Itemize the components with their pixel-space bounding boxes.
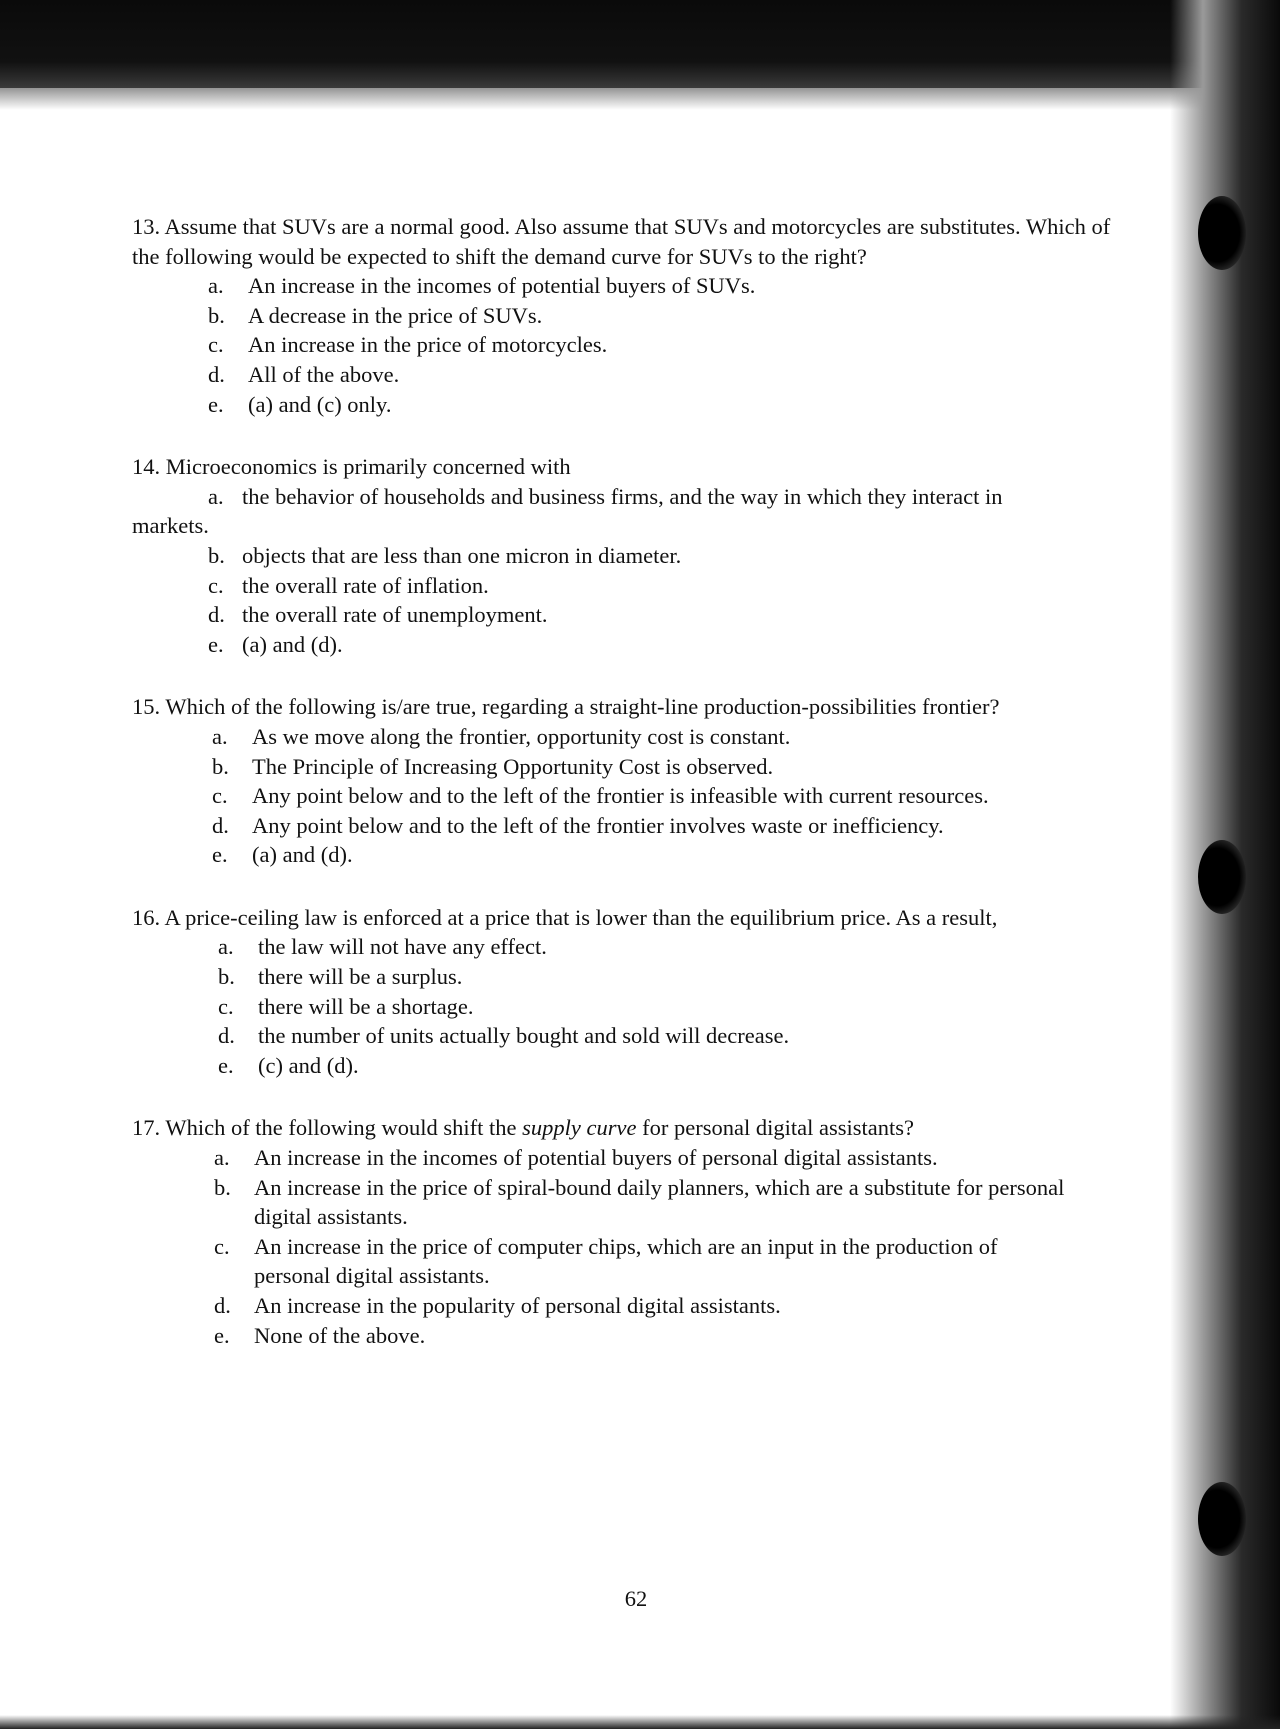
question-stem: 15. Which of the following is/are true, regarding a straight-line production-possibilities frontier?: [132, 694, 1000, 720]
option-d: d. All of the above.: [208, 361, 400, 387]
option-e: e. (a) and (d).: [212, 842, 353, 868]
binder-hole: [1198, 1482, 1246, 1556]
binder-hole: [1198, 840, 1246, 914]
option-b: b. An increase in the price of spiral-bound daily planners, which are a substitute for personal digital assistants.: [214, 1174, 1065, 1230]
option-c: c. An increase in the price of motorcycles.: [208, 332, 608, 358]
option-e: e. (c) and (d).: [218, 1052, 359, 1078]
option-a: a. An increase in the incomes of potential buyers of SUVs.: [208, 273, 756, 299]
question-stem: 13. Assume that SUVs are a normal good. Also assume that SUVs and motorcycles are substitutes. Which of the following would be expected to shift the demand curve for SUVs to the right?: [132, 214, 1111, 269]
option-c: c. Any point below and to the left of the frontier is infeasible with current resources.: [212, 783, 989, 809]
scan-top-shadow: [0, 0, 1280, 88]
option-e: e. None of the above.: [214, 1322, 426, 1348]
page-number: 62: [624, 1586, 648, 1611]
option-c: c. there will be a shortage.: [218, 993, 474, 1019]
option-list: [212, 722, 1112, 870]
question-13: [132, 212, 1112, 419]
question-14: [132, 452, 1112, 659]
scan-bottom-shadow: [0, 1715, 1280, 1729]
option-list: [208, 271, 1112, 419]
option-b: b. there will be a surplus.: [218, 964, 463, 990]
option-list: [132, 482, 1112, 660]
binder-hole: [1198, 196, 1246, 270]
scan-top-fade: [0, 88, 1280, 110]
option-c: c. the overall rate of inflation.: [208, 572, 489, 598]
option-b: b. objects that are less than one micron in diameter.: [208, 542, 682, 568]
option-e: e. (a) and (c) only.: [208, 391, 392, 417]
option-d: d. the number of units actually bought and sold will decrease.: [218, 1023, 790, 1049]
option-a: a. An increase in the incomes of potential buyers of personal digital assistants.: [214, 1145, 938, 1171]
question-stem: 16. A price-ceiling law is enforced at a price that is lower than the equilibrium price. As a result,: [132, 904, 998, 930]
question-17: [132, 1113, 1112, 1350]
question-16: [132, 903, 1112, 1081]
option-a: a. As we move along the frontier, opportunity cost is constant.: [212, 723, 791, 749]
option-b: b. The Principle of Increasing Opportunity Cost is observed.: [212, 753, 774, 779]
option-e: e. (a) and (d).: [208, 631, 343, 657]
question-list: [132, 212, 1112, 1350]
option-list: [218, 932, 1112, 1080]
option-d: d. An increase in the popularity of personal digital assistants.: [214, 1293, 781, 1318]
option-d: d. Any point below and to the left of the frontier involves waste or inefficiency.: [212, 812, 944, 838]
emphasis-supply-curve: supply curve: [522, 1115, 637, 1141]
option-b: b. A decrease in the price of SUVs.: [208, 302, 543, 328]
question-stem: 17. Which of the following would shift the supply curve for personal digital assistants?: [132, 1115, 914, 1141]
option-c: c. An increase in the price of computer chips, which are an input in the production of personal digital assistants.: [214, 1233, 998, 1289]
option-list: [214, 1143, 1112, 1350]
option-a-continuation: markets.: [132, 513, 209, 539]
option-a: a. the behavior of households and business firms, and the way in which they interact in: [208, 483, 1003, 509]
option-a: a. the law will not have any effect.: [218, 934, 547, 960]
question-15: [132, 692, 1112, 870]
question-stem: 14. Microeconomics is primarily concerned with: [132, 454, 571, 480]
option-d: d. the overall rate of unemployment.: [208, 602, 548, 628]
